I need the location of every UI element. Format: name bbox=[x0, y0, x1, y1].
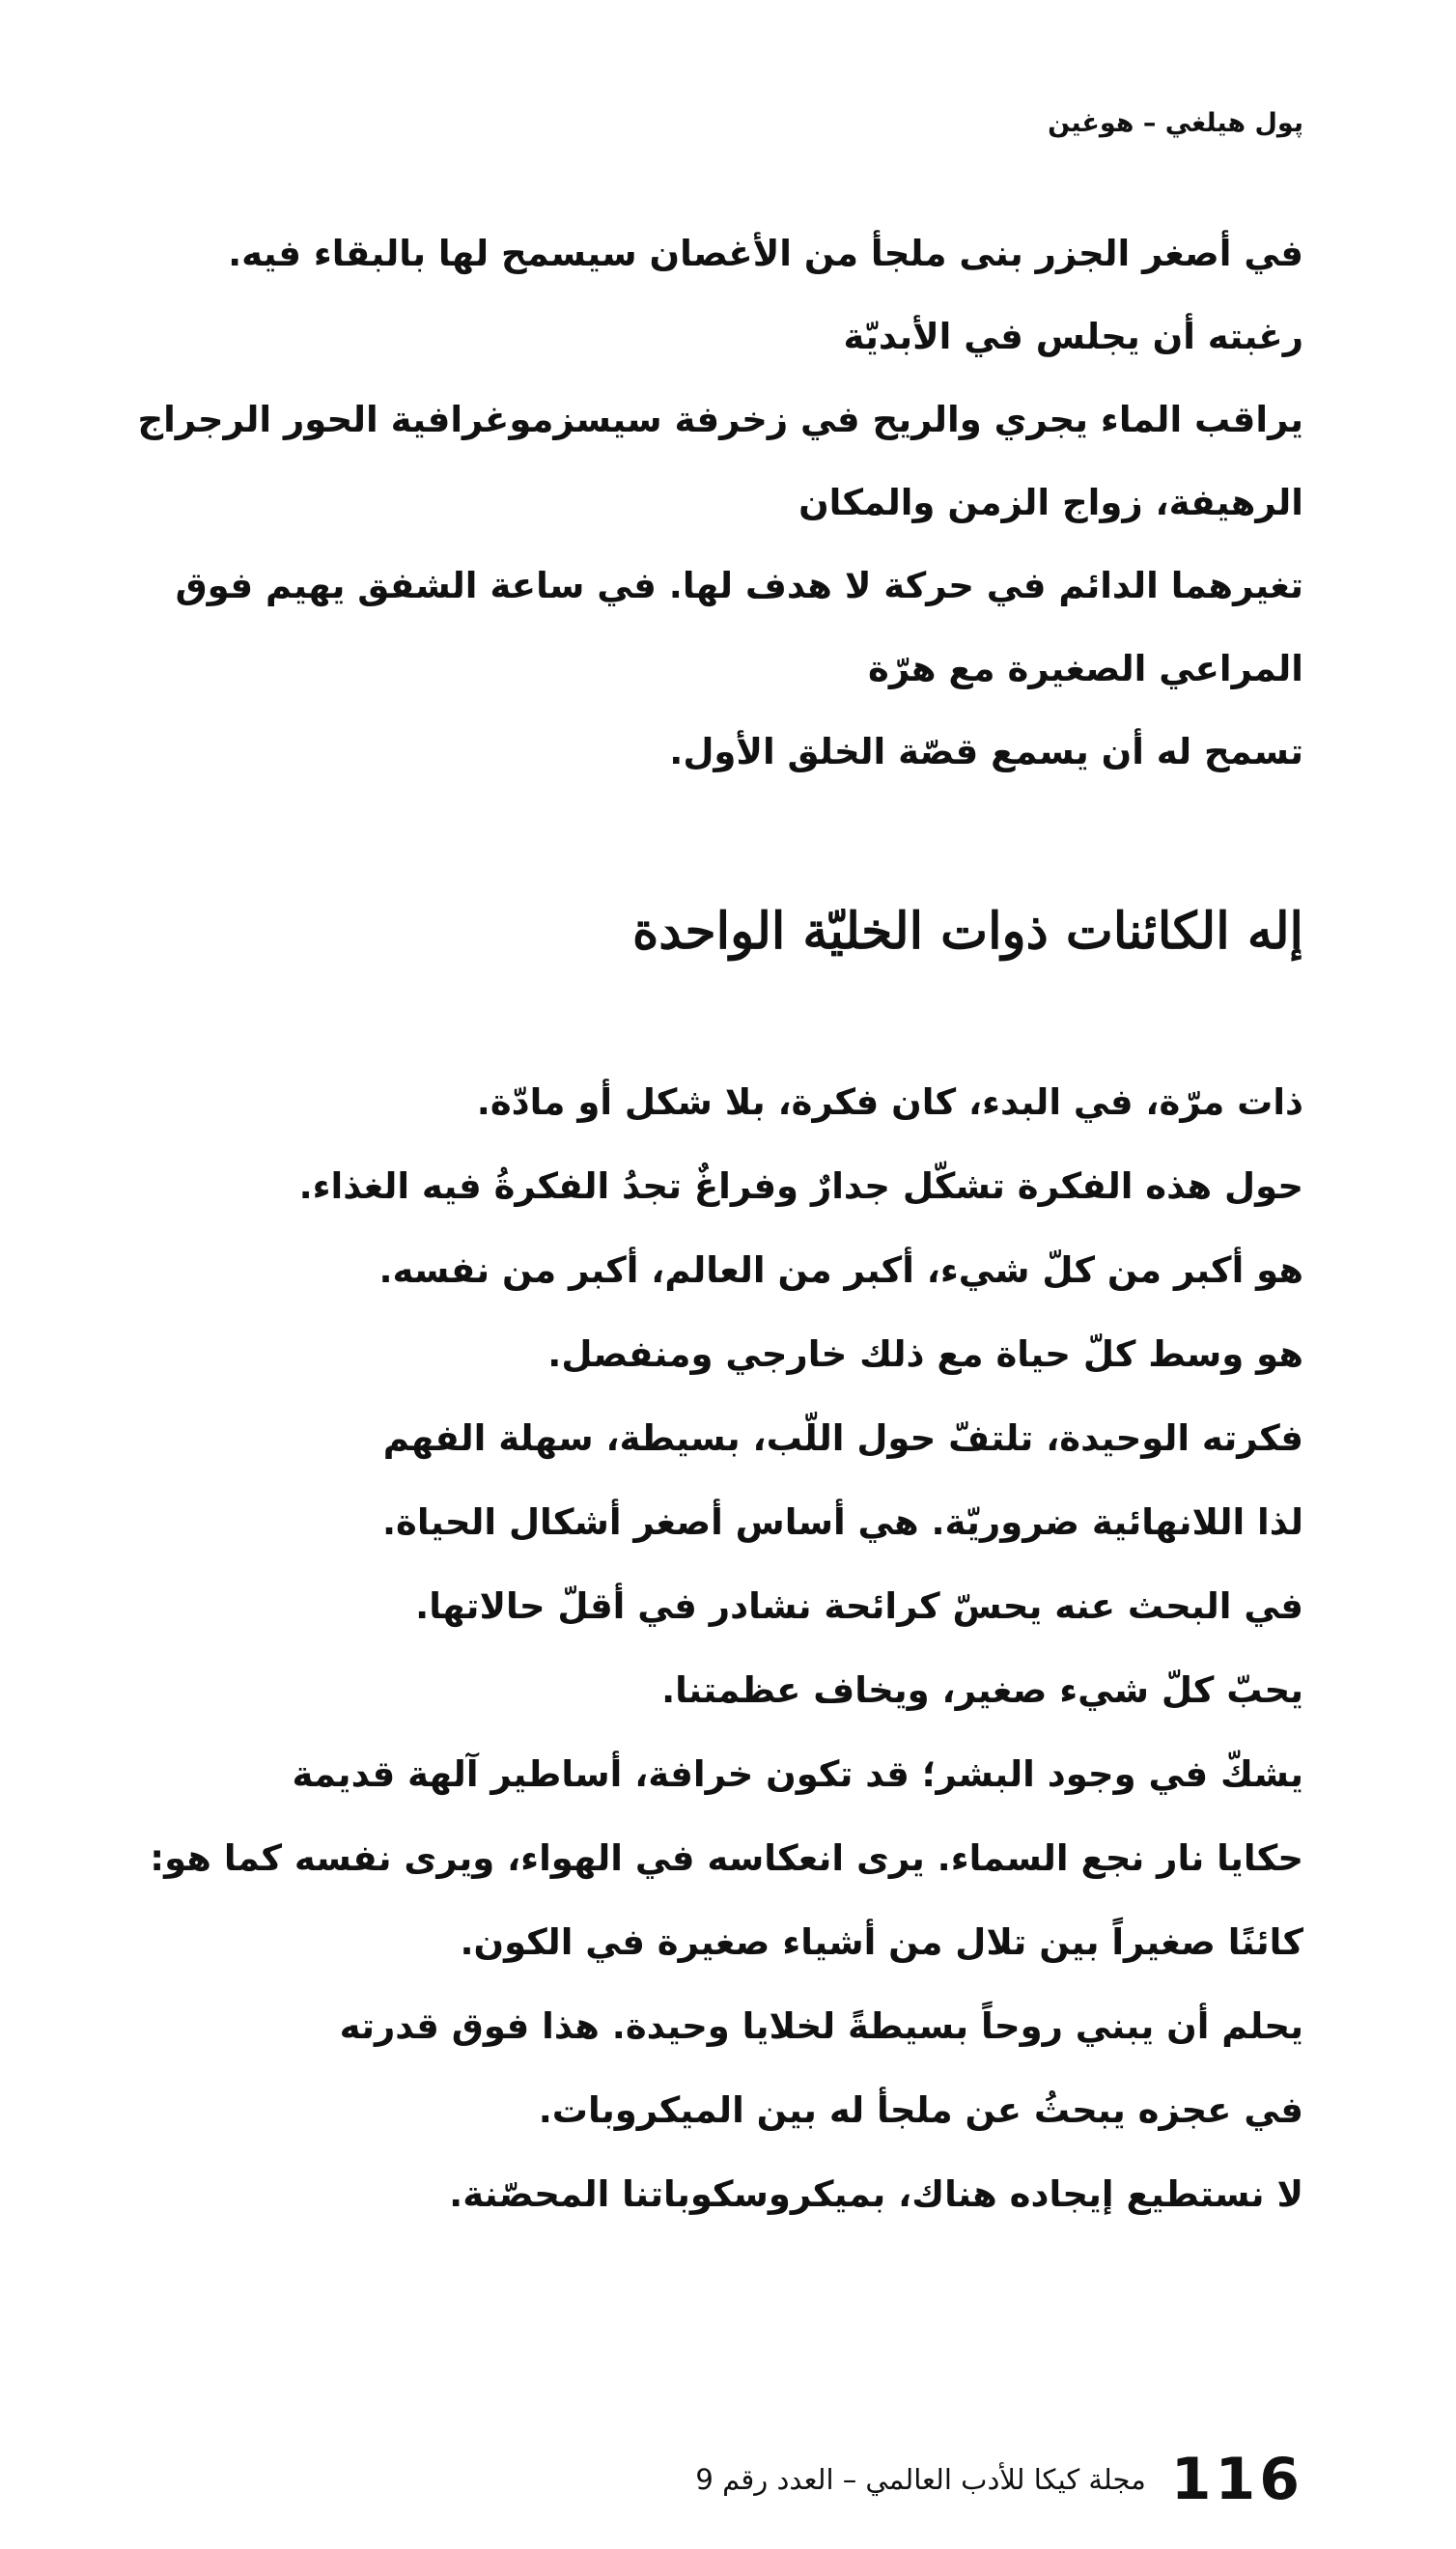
poem-one-line: تسمح له أن يسمع قصّة الخلق الأول. bbox=[669, 731, 1303, 772]
poem-one bbox=[126, 212, 1303, 794]
poem-two-line: في عجزه يبحثُ عن ملجأ له بين الميكروبات. bbox=[538, 2089, 1303, 2131]
poem-one-line: يراقب الماء يجري والريح في زخرفة سيسزموغرافية الحور الرجراج bbox=[137, 399, 1303, 440]
poem-one-line: المراعي الصغيرة مع هرّة bbox=[867, 648, 1303, 689]
poem-two-line: لذا اللانهائية ضروريّة. هي أساس أصغر أشكال الحياة. bbox=[381, 1501, 1303, 1543]
poem-one-line: في أصغر الجزر بنى ملجأ من الأغصان سيسمح لها بالبقاء فيه. bbox=[228, 233, 1303, 274]
poem-one-line: تغيرهما الدائم في حركة لا هدف لها. في ساعة الشفق يهيم فوق bbox=[175, 565, 1303, 606]
poem-one-line: رغبته أن يجلس في الأبديّة bbox=[843, 316, 1303, 357]
running-head-author: پول هيلغي – هوغين bbox=[1048, 108, 1303, 138]
poem-two-line: حكايا نار نجع السماء. يرى انعكاسه في الهواء، ويرى نفسه كما هو: bbox=[150, 1837, 1303, 1879]
section-title: إله الكائنات ذوات الخليّة الواحدة bbox=[632, 902, 1303, 961]
poem-two-line: لا نستطيع إيجاده هناك، بميكروسكوباتنا المحصّنة. bbox=[449, 2173, 1303, 2215]
page-footer bbox=[695, 2446, 1303, 2513]
poem-two bbox=[126, 1060, 1303, 2236]
poem-two-line: في البحث عنه يحسّ كرائحة نشادر في أقلّ حالاتها. bbox=[415, 1585, 1303, 1627]
poem-two-line: يحبّ كلّ شيء صغير، ويخاف عظمتنا. bbox=[661, 1669, 1303, 1711]
poem-two-line: حول هذه الفكرة تشكّل جدارٌ وفراغٌ تجدُ الفكرةُ فيه الغذاء. bbox=[298, 1165, 1303, 1207]
poem-two-line: يشكّ في وجود البشر؛ قد تكون خرافة، أساطير آلهة قديمة bbox=[292, 1753, 1303, 1795]
journal-title: مجلة كيكا للأدب العالمي – العدد رقم 9 bbox=[695, 2463, 1146, 2496]
poem-one-line: الرهيفة، زواج الزمن والمكان bbox=[798, 482, 1303, 523]
poem-two-line: هو وسط كلّ حياة مع ذلك خارجي ومنفصل. bbox=[547, 1333, 1303, 1375]
poem-two-line: هو أكبر من كلّ شيء، أكبر من العالم، أكبر من نفسه. bbox=[378, 1249, 1303, 1291]
poem-two-line: فكرته الوحيدة، تلتفّ حول اللّب، بسيطة، سهلة الفهم bbox=[382, 1417, 1303, 1459]
poem-two-line: ذات مرّة، في البدء، كان فكرة، بلا شكل أو مادّة. bbox=[476, 1081, 1303, 1123]
poem-two-line: يحلم أن يبني روحاً بسيطةً لخلايا وحيدة. هذا فوق قدرته bbox=[339, 2005, 1303, 2047]
page-number: 116 bbox=[1170, 2446, 1303, 2513]
poem-two-line: كائنًا صغيراً بين تلال من أشياء صغيرة في الكون. bbox=[460, 1921, 1303, 1963]
